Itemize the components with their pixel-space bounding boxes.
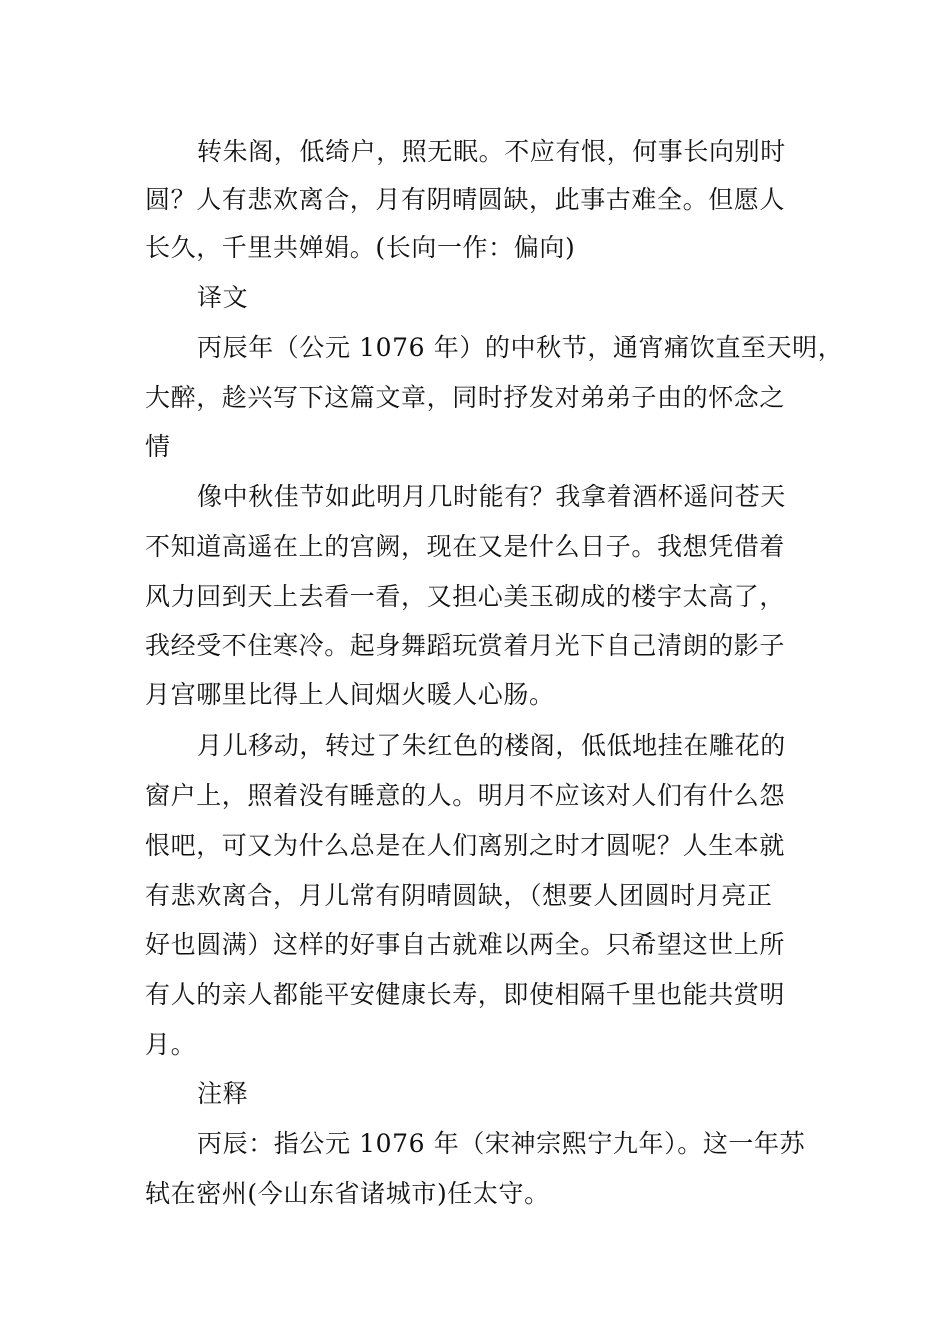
translation-paragraph-3-line-7: 月。 <box>145 1030 197 1059</box>
translation-paragraph-2-line-2: 不知道高遥在上的宫阙，现在又是什么日子。我想凭借着 <box>145 532 786 561</box>
translation-paragraph-3-line-3: 恨吧，可又为什么总是在人们离别之时才圆呢？人生本就 <box>145 831 786 860</box>
poem-line-3: 长久，千里共婵娟。(长向一作：偏向) <box>145 233 576 262</box>
translation-paragraph-3-line-6: 有人的亲人都能平安健康长寿，即使相隔千里也能共赏明 <box>145 980 786 1009</box>
translation-paragraph-3-line-2: 窗户上，照着没有睡意的人。明月不应该对人们有什么怨 <box>145 781 786 810</box>
poem-line-2: 圆？人有悲欢离合，月有阴晴圆缺，此事古难全。但愿人 <box>145 185 786 214</box>
note-1-line-1: 丙辰：指公元 1076 年（宋神宗熙宁九年）。这一年苏 <box>197 1129 806 1158</box>
translation-paragraph-1-line-3: 情 <box>145 432 171 461</box>
translation-paragraph-1-line-2: 大醉，趁兴写下这篇文章，同时抒发对弟弟子由的怀念之 <box>145 383 786 412</box>
translation-paragraph-1-line-1: 丙辰年（公元 1076 年）的中秋节，通宵痛饮直至天明， <box>197 333 844 362</box>
translation-paragraph-2-line-5: 月宫哪里比得上人间烟火暖人心肠。 <box>145 680 555 709</box>
translation-paragraph-2-line-4: 我经受不住寒冷。起身舞蹈玩赏着月光下自己清朗的影子 <box>145 631 786 660</box>
translation-paragraph-3-line-4: 有悲欢离合，月儿常有阴晴圆缺，（想要人团圆时月亮正 <box>145 881 773 910</box>
poem-line-1: 转朱阁，低绮户，照无眠。不应有恨，何事长向别时 <box>197 137 786 166</box>
translation-paragraph-2-line-3: 风力回到天上去看一看，又担心美玉砌成的楼宇太高了， <box>145 582 786 611</box>
translation-paragraph-3-line-1: 月儿移动，转过了朱红色的楼阁，低低地挂在雕花的 <box>197 731 786 760</box>
translation-heading: 译文 <box>197 283 249 312</box>
notes-heading: 注释 <box>197 1079 249 1108</box>
translation-paragraph-3-line-5: 好也圆满）这样的好事自古就难以两全。只希望这世上所 <box>145 930 786 959</box>
translation-paragraph-2-line-1: 像中秋佳节如此明月几时能有？我拿着酒杯遥问苍天 <box>197 482 786 511</box>
note-1-line-2: 轼在密州(今山东省诸城市)任太守。 <box>145 1179 550 1208</box>
